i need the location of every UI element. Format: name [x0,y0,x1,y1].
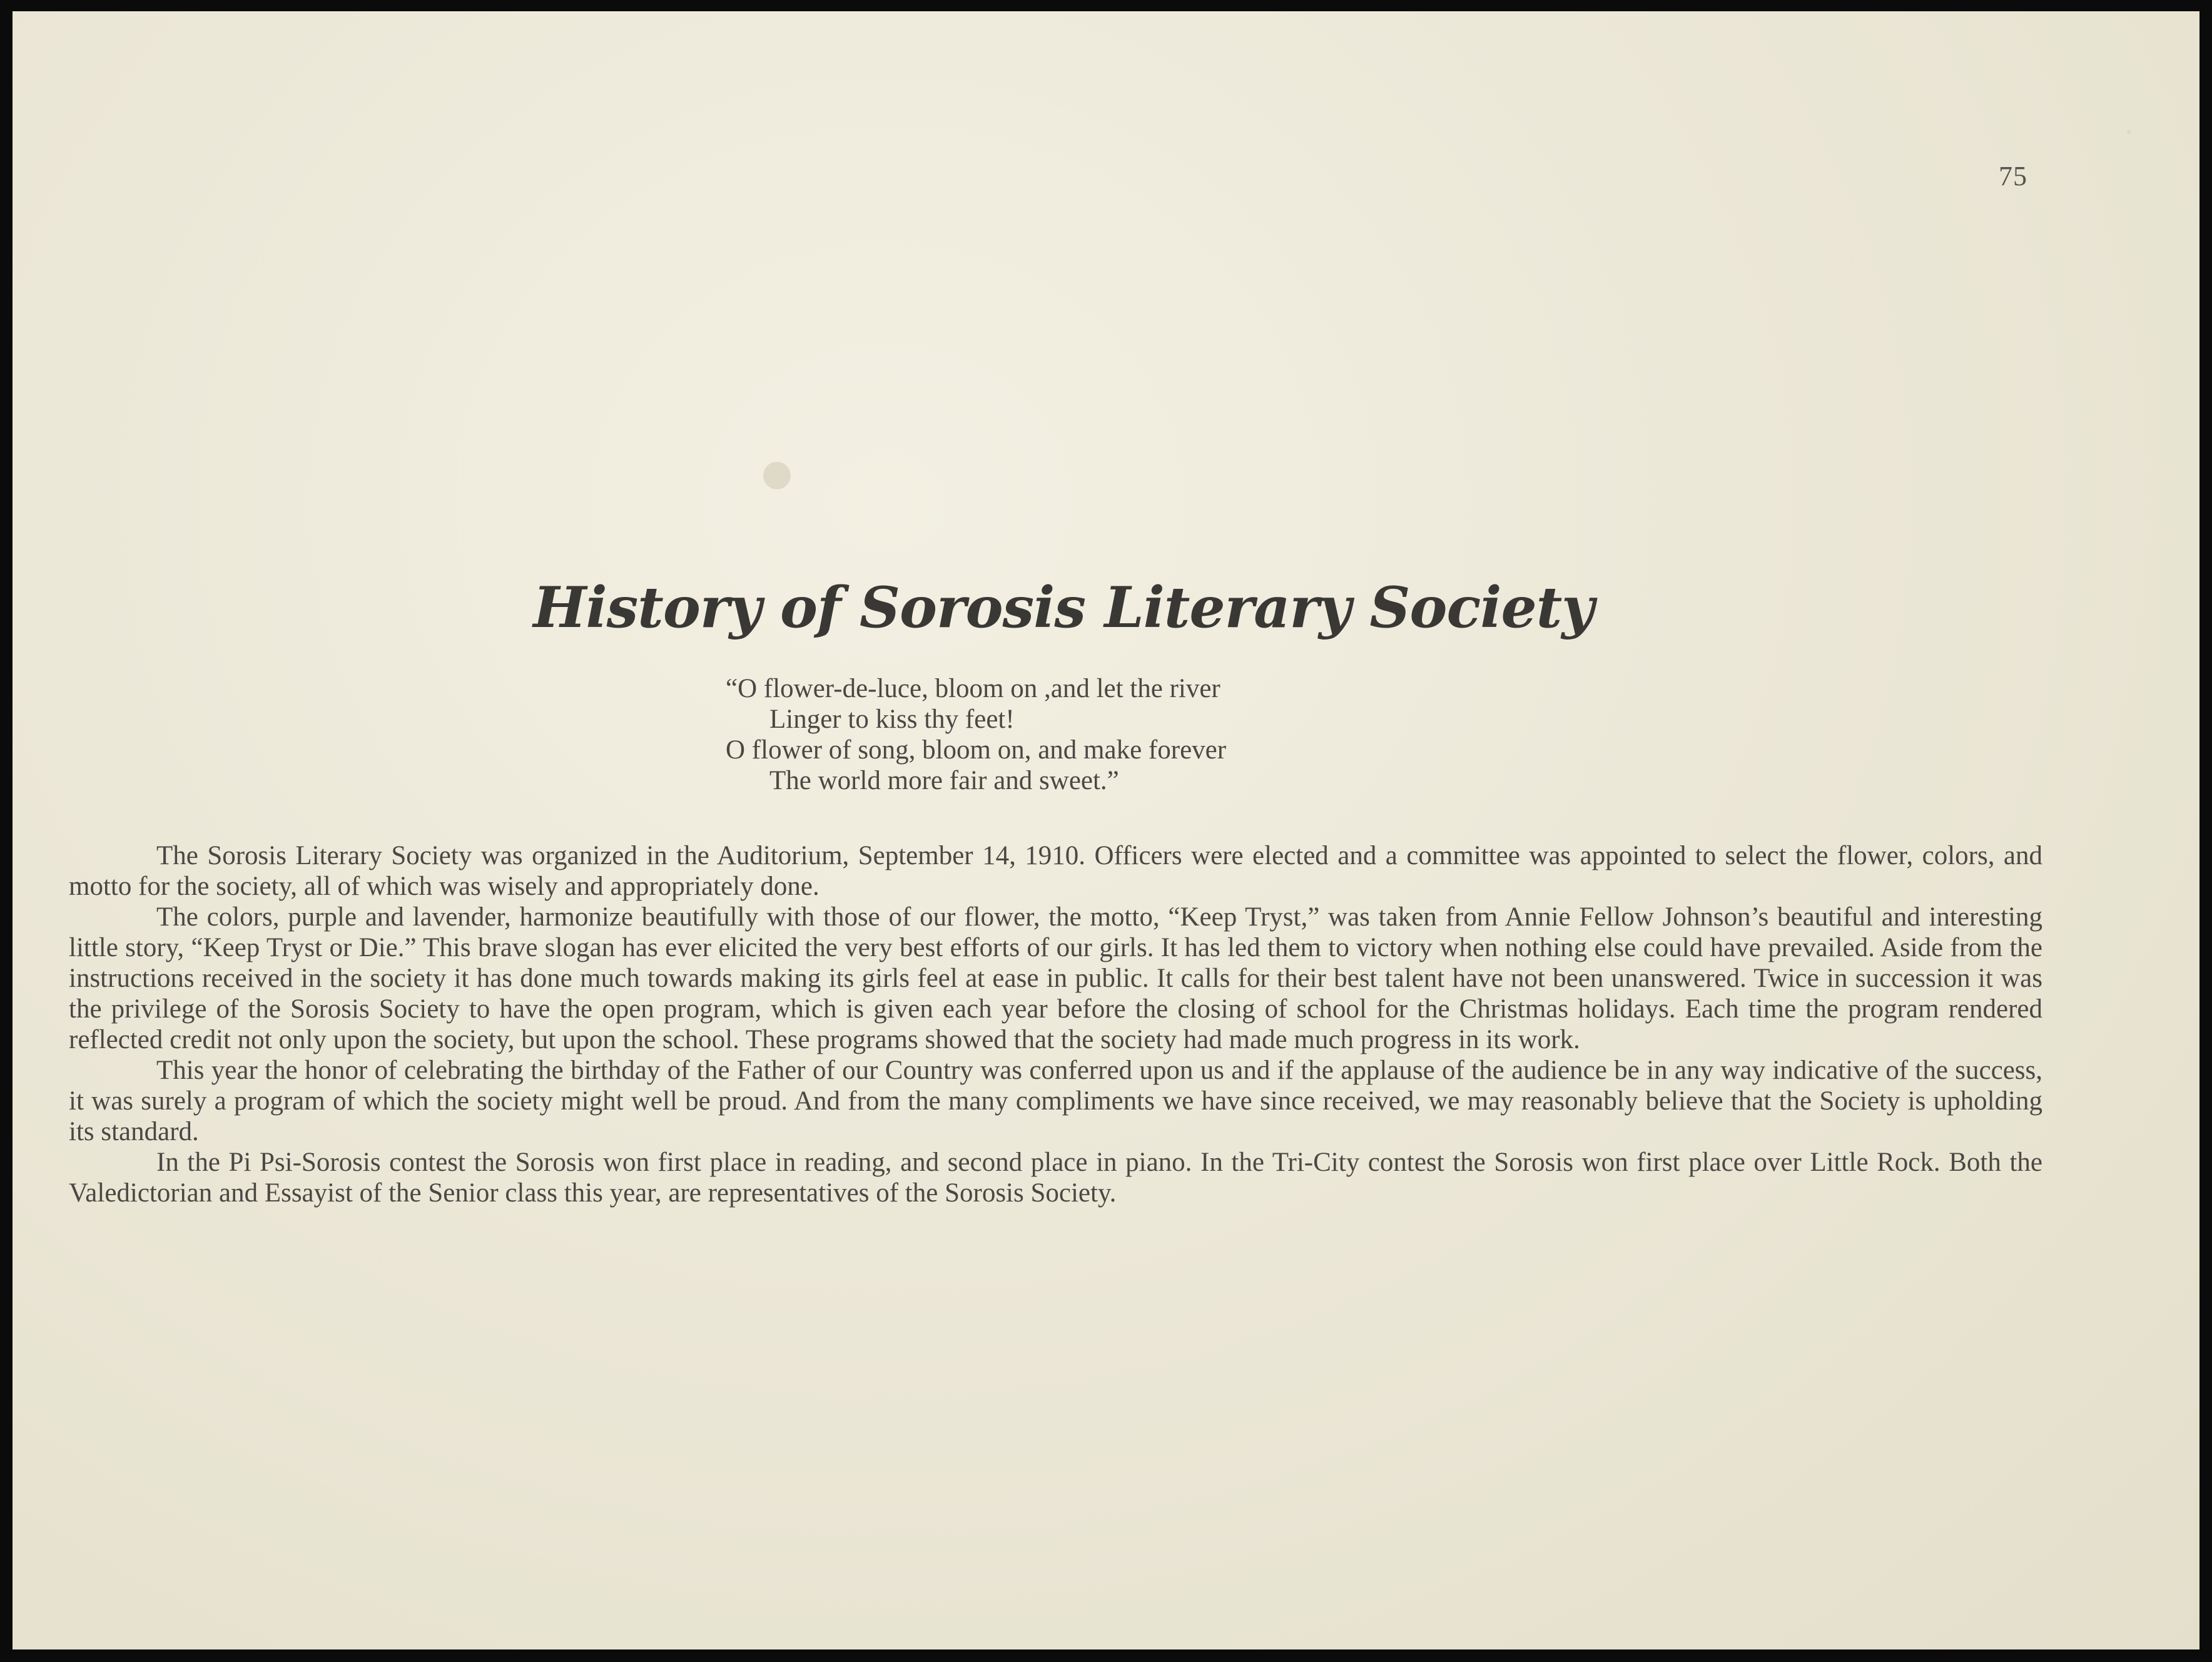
paragraph: In the Pi Psi-Sorosis contest the Sorosis won first place in reading, and second place in piano. In the Tri-City contest the Sorosis won first place over Little Rock. Both the Valedictorian and Essayist of the Senior class this year, are representatives of the Sorosis Society. [69,1148,2042,1208]
paper-speck [763,462,791,489]
document-page [13,11,2199,1649]
paragraph: The Sorosis Literary Society was organized in the Auditorium, September 14, 1910. Officers were elected and a committee was appointed to select the flower, colors, and motto for the society, all of which was wisely and appropriately done. [69,841,2042,901]
page-number: 75 [1999,161,2027,191]
poem-line: O flower of song, bloom on, and make forever [726,735,1227,765]
poem-line: “O flower-de-luce, bloom on ,and let the river [726,674,1220,703]
poem-line: Linger to kiss thy feet! [769,705,1015,734]
body-text [69,840,2042,1208]
page-title: History of Sorosis Literary Society [533,574,1594,641]
paragraph: This year the honor of celebrating the birthday of the Father of our Country was conferred upon us and if the applause of the audience be in any way indicative of the success, it was surely a program of which the society might well be proud. And from the many compliments we have since received, we may reasonably believe that the Society is upholding its standard. [69,1056,2042,1146]
paper-speck [2127,130,2131,134]
paragraph: The colors, purple and lavender, harmonize beautifully with those of our flower, the motto, “Keep Tryst,” was taken from Annie Fellow Johnson’s beautiful and interesting little story, “Keep Tryst or Die.” This brave slogan has ever elicited the very best efforts of our girls. It has led them to victory when nothing else could have prevailed. Aside from the instructions received in the society it has done much towards making its girls feel at ease in public. It calls for their best talent have not been unanswered. Twice in succession it was the privilege of the Sorosis Society to have the open program, which is given each year before the closing of school for the Christmas holidays. Each time the program rendered reflected credit not only upon the society, but upon the school. These programs showed that the society had made much progress in its work. [69,902,2042,1054]
epigraph-poem [726,673,1226,796]
poem-line: The world more fair and sweet.” [769,766,1119,795]
